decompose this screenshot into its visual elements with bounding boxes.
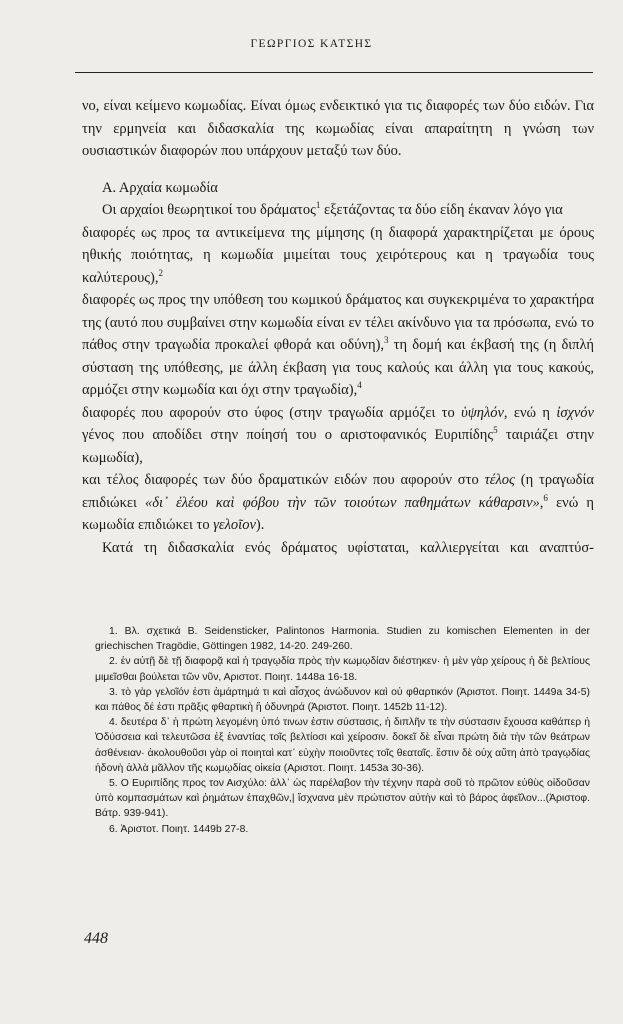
- text-run: ταιριάζει στην κωμωδία),: [82, 427, 594, 466]
- footnotes: [95, 624, 590, 837]
- difference-telos: [82, 469, 594, 537]
- footnote-ref: 6: [543, 492, 548, 503]
- greek-term: τέλος: [484, 472, 515, 488]
- text-run: (η τραγωδία επιδιώκει: [82, 472, 594, 511]
- running-head: ΓΕΩΡΓΙΟΣ ΚΑΤΣΗΣ: [250, 38, 373, 50]
- main-text: [82, 95, 594, 559]
- footnote-ref: 3: [384, 335, 389, 346]
- text-run: εξετάζοντας τα δύο είδη έκαναν λόγο για: [320, 202, 563, 218]
- footnote-3: 3. τὸ γὰρ γελοῖόν ἐστι ἁμάρτημά τι καὶ αἶσχος ἀνώδυνον καὶ οὐ φθαρτικόν (Ἀριστοτ. Ποιητ. 1449a 34-5) και πάθος δέ ἐστι πρᾶξις φθαρτικὴ ἢ ὀδυνηρά (Ἀριστοτ. Ποιητ. 1452b 11-12).: [95, 686, 590, 714]
- intro-paragraph: νο, είναι κείμενο κωμωδίας. Είναι όμως ενδεικτικό για τις διαφορές των δύο ειδών. Για την ερμηνεία και διδασκαλία της κωμωδίας είναι απαραίτητη η γνώση των ουσιαστικών διαφορών που υπάρχουν μεταξύ των δύο.: [82, 98, 594, 159]
- text-run: Οι αρχαίοι θεωρητικοί του δράματος: [102, 202, 316, 218]
- text-run: διαφορές ως προς τα αντικείμενα της μίμησης (η διαφορά χαρακτηρίζεται με όρους ηθικής ποιότητας, η κωμωδία μιμείται τους χειρότερους και η τραγωδία τους καλύτερους),: [82, 224, 594, 286]
- difference-style: [82, 402, 594, 470]
- footnote-6: 6. Ἀριστοτ. Ποιητ. 1449b 27-8.: [109, 823, 249, 835]
- section-title: Α. Αρχαία κωμωδία: [102, 179, 218, 196]
- footnote-5: 5. Ο Ευριπίδης προς τον Αισχύλο: ἀλλ᾽ ὡς παρέλαβον τὴν τέχνην παρὰ σοῦ τὸ πρῶτον εὐθὺς οἰδοῦσαν ὑπὸ κομπασμάτων καὶ ῥημάτων ἐπαχθῶν,| ἴσχνανα μὲν πρώτιστον αὐτὴν καὶ τὸ βάρος ἀφεῖλον...(Ἀριστοφ. Βάτρ. 939-941).: [95, 778, 590, 820]
- difference-plot: [82, 289, 594, 402]
- text-run: , ενώ η: [503, 404, 557, 421]
- text-run: γένος που αποδίδει στην ποίησή του ο αριστοφανικός Ευριπίδης: [82, 427, 494, 443]
- text-run: διαφορές που αφορούν στο ύφος (στην τραγωδία αρμόζει το: [82, 404, 462, 421]
- greek-term: ἰσχνόν: [556, 404, 594, 421]
- footnote-4: 4. δευτέρα δ᾽ ἡ πρώτη λεγομένη ὑπό τινων ἐστιν σύστασις, ἡ διπλῆν τε τὴν σύστασιν ἔχουσα καθάπερ ἡ Ὀδύσσεια καὶ τελευτῶσα ἐξ ἐναντίας τοῖς βελτίοσι καὶ χείροσιν. δοκεῖ δὲ εἶναι πρώτη διὰ τὴν τῶν θεάτρων ἀσθένειαν· ἀκολουθοῦσι γὰρ οἱ ποιηταὶ κατ᾽ εὐχὴν ποιοῦντες τοῖς θεαταῖς. ἔστιν δὲ οὐχ αὕτη ἀπὸ τραγῳδίας ἡδονὴ ἀλλὰ μᾶλλον τῆς κωμῳδίας οἰκεία (Αριστοτ. Ποιητ. 1453a 30-36).: [95, 717, 590, 774]
- text-run: ).: [255, 517, 265, 533]
- difference-imitation: [82, 222, 594, 290]
- paragraph-theorists: [82, 199, 594, 222]
- text-run: ενώ η κωμωδία επιδιώκει το: [82, 494, 594, 533]
- greek-term: ὑψηλόν: [461, 404, 504, 421]
- text-run: ,: [539, 494, 544, 511]
- footnote-ref: 1: [315, 200, 321, 211]
- footnote-1: 1. Βλ. σχετικά B. Seidensticker, Palintonos Harmonia. Studien zu komischen Elementen in der griechischen Tragödie, Göttingen 1982, 14-20. 249-260.: [95, 626, 590, 653]
- text-run: διαφορές ως προς την υπόθεση του κωμικού δράματος και συγκεκριμένα το χαρακτήρα της (αυτό που συμβαίνει στην κωμωδία είναι εν τέλει ακίνδυνο για τα πρόσωπα, ενώ το πάθος στην τραγωδία προκαλεί φθορά και οδύνη),: [82, 292, 594, 353]
- text-run: τη δομή και έκβασή της (η διπλή σύσταση της υπόθεσης, με άλλη έκβαση για τους καλούς και άλλη για τους κακούς, αρμόζει στην κωμωδία και όχι στην τραγωδία),: [82, 337, 594, 398]
- footnote-ref: 4: [357, 380, 362, 391]
- paragraph-teaching: Κατά τη διδασκαλία ενός δράματος υφίσταται, καλλιεργείται και αναπτύσ-: [102, 539, 594, 556]
- text-run: και τέλος διαφορές των δύο δραματικών ειδών που αφορούν στο: [82, 472, 485, 488]
- footnote-2: 2. ἐν αὐτῇ δὲ τῇ διαφορᾷ καὶ ἡ τραγῳδία πρὸς τὴν κωμῳδίαν διέστηκεν· ἡ μὲν γὰρ χείρους ἡ δὲ βελτίους μιμεῖσθαι βούλεται τῶν νῦν, Αριστοτ. Ποιητ. 1448a 16-18.: [95, 656, 590, 683]
- greek-term: γελοῖον: [213, 517, 256, 533]
- footnote-ref: 2: [158, 267, 164, 278]
- header-rule: [75, 72, 593, 73]
- page-number: 448: [84, 930, 108, 947]
- greek-quote: «δι᾽ ἐλέου καὶ φόβου τὴν τῶν τοιούτων παθημάτων κάθαρσιν»: [145, 494, 540, 511]
- footnote-ref: 5: [493, 425, 498, 436]
- paragraph-gap: [82, 163, 594, 177]
